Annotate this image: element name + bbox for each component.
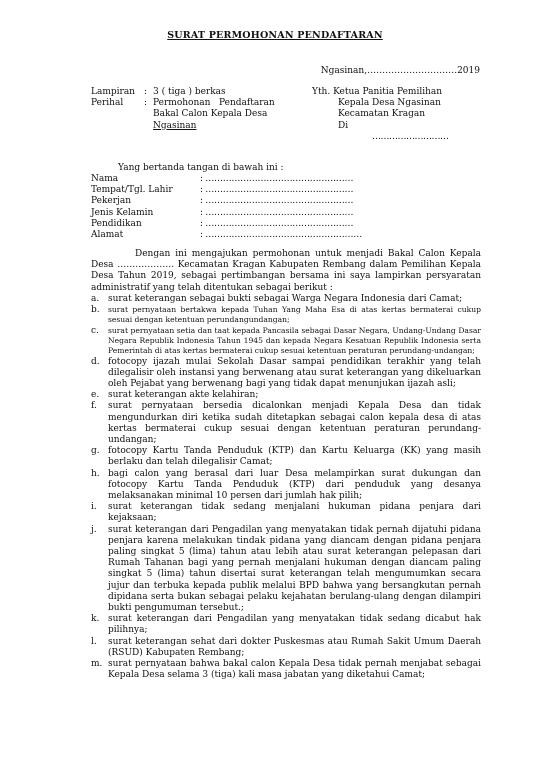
list-marker: h. xyxy=(91,468,100,479)
list-item xyxy=(91,502,481,524)
attachment-value: 3 ( tiga ) berkas xyxy=(153,87,226,97)
list-item xyxy=(91,525,481,615)
subject-line-2: Bakal Calon Kepala Desa xyxy=(153,109,268,120)
recipient-line-4: Di xyxy=(338,120,349,131)
field-label: Nama xyxy=(91,174,119,184)
list-item xyxy=(91,294,481,305)
field-value: : ……………………………………………… xyxy=(200,230,362,241)
list-text: surat keterangan tidak sedang menjalani hukuman pidana penjara dari kejaksaan; xyxy=(108,502,481,524)
field-row xyxy=(91,196,391,207)
subject-line-1: Permohonan Pendaftaran xyxy=(153,98,275,109)
field-row xyxy=(91,219,391,230)
list-item xyxy=(91,401,481,446)
list-text: surat keterangan sehat dari dokter Puskesmas atau Rumah Sakit Umum Daerah (RSUD) Kabupaten Rembang; xyxy=(108,636,481,658)
list-text: surat pernyataan setia dan taat kepada Pancasila sebagai Dasar Negara, Undang-Undang Dasar Negara Republik Indonesia Tahun 1945 dan kepada Negara Kesatuan Republik Indonesia serta Pemerintah di atas kertas bermaterai cukup sesuai ketentuan peraturan perundang-undangan; xyxy=(108,325,481,356)
subject-row xyxy=(91,98,301,132)
field-value: : …………………………………………… xyxy=(200,185,354,196)
attachment-sep: : xyxy=(144,87,148,97)
list-marker: j. xyxy=(91,524,97,535)
attachment-row xyxy=(91,87,301,98)
list-item xyxy=(91,390,481,401)
list-text: surat pernyataan bersedia dicalonkan menjadi Kepala Desa dan tidak mengundurkan diri ketika sudah ditetapkan sebagai calon kepala desa di atas kertas bermaterai cukup sesuai dengan ketentuan peraturan perundang-undangan; xyxy=(108,401,481,445)
list-marker: g. xyxy=(91,446,100,457)
list-text: surat keterangan dari Pengadilan yang menyatakan tidak sedang dicabut hak pilihnya; xyxy=(108,614,481,636)
list-marker: b. xyxy=(91,305,100,316)
list-marker: c. xyxy=(91,325,99,336)
subject-label: Perihal xyxy=(91,98,124,109)
list-text: surat keterangan dari Pengadilan yang menyatakan tidak pernah dijatuhi pidana penjara karena melakukan tindak pidana yang diancam dengan pidana penjara paling singkat 5 (lima) tahun atau lebih atau surat keterangan pelepasan dari Rumah Tahanan bagi yang pernah menjalani hukuman dengan diancam paling singkat 5 (lima) tahun disertai surat keterangan telah mengumumkan secara jujur dan terbuka kepada publik melalui BPD bahwa yang bersangkutan pernah dipidana serta bukan sebagai pelaku kejahatan berulang-ulang dengan dilampiri bukti pengumuman tersebut.; xyxy=(108,524,481,613)
list-text: bagi calon yang berasal dari luar Desa melampirkan surat dukungan dan fotocopy Kartu Tanda Penduduk (KTP) dari penduduk yang desanya melaksanakan minimal 10 persen dari jumlah hak pilih; xyxy=(108,468,481,501)
applicant-fields xyxy=(91,174,391,241)
requirements-list xyxy=(91,294,481,682)
list-item xyxy=(91,326,481,357)
list-item xyxy=(91,659,481,681)
subject-value xyxy=(153,98,301,132)
field-label: Pendidikan xyxy=(91,218,142,229)
list-text: surat keterangan akte kelahiran; xyxy=(108,390,259,401)
list-marker: d. xyxy=(91,356,100,367)
recipient-block xyxy=(312,87,480,143)
field-label: Jenis Kelamin xyxy=(91,207,154,218)
attachment-label: Lampiran xyxy=(91,87,135,97)
list-item xyxy=(91,446,481,468)
list-item xyxy=(91,357,481,391)
list-marker: i. xyxy=(91,502,97,513)
body-paragraph: Dengan ini mengajukan permohonan untuk menjadi Bakal Calon Kepala Desa ………………. Kecamatan Kragan Kabupaten Rembang dalam Pemilihan Kepala Desa Tahun 2019, sebagai pertimbangan bersama ini saya lampirkan persyaratan administratif yang telah ditentukan sebagai berikut : xyxy=(91,249,481,293)
field-row xyxy=(91,174,391,185)
list-text: surat pernyataan bertakwa kepada Tuhan Yang Maha Esa di atas kertas bermaterai cukup sesuai dengan ketentuan perundangundangan; xyxy=(108,305,481,325)
list-text: fotocopy ijazah mulai Sekolah Dasar sampai pendidikan terakhir yang telah dilegalisir oleh instansi yang berwenang atau surat keterangan yang dikeluarkan oleh Pejabat yang berwenang bagi yang tidak dapat menunjukan ijazah asli; xyxy=(108,356,481,389)
list-item xyxy=(91,305,481,326)
list-item xyxy=(91,469,481,503)
field-row xyxy=(91,185,391,196)
subject-line-3: Ngasinan xyxy=(153,120,197,131)
place-date: Ngasinan,…………………………2019 xyxy=(320,66,480,76)
field-label: Alamat xyxy=(91,230,124,241)
field-value: : …………………………………………… xyxy=(200,218,354,229)
field-label: Pekerjan xyxy=(91,196,132,207)
list-item xyxy=(91,637,481,659)
list-marker: e. xyxy=(91,390,100,401)
field-value: : …………………………………………… xyxy=(200,207,354,218)
recipient-line-3: Kecamatan Kragan xyxy=(338,109,426,120)
recipient-line-2: Kepala Desa Ngasinan xyxy=(338,98,441,109)
field-value: : …………………………………………… xyxy=(200,174,354,184)
list-marker: k. xyxy=(91,614,100,625)
intro-text: Yang bertanda tangan di bawah ini : xyxy=(118,163,284,173)
letter-title: SURAT PERMOHONAN PENDAFTARAN xyxy=(167,30,383,41)
letter-body xyxy=(91,249,481,681)
list-text: surat keterangan sebagai bukti sebagai Warga Negara Indonesia dari Camat; xyxy=(108,293,463,304)
letter-meta xyxy=(91,87,301,132)
list-text: surat pernyataan bahwa bakal calon Kepala Desa tidak pernah menjabat sebagai Kepala Desa selama 3 (tiga) kali masa jabatan yang diketahui Camat; xyxy=(108,658,481,681)
field-value: : …………………………………………… xyxy=(200,196,354,207)
list-text: fotocopy Kartu Tanda Penduduk (KTP) dan Kartu Keluarga (KK) yang masih berlaku dan telah dilegalisir Camat; xyxy=(108,446,481,468)
list-marker: m. xyxy=(91,658,103,669)
field-row xyxy=(91,208,391,219)
list-marker: f. xyxy=(91,401,97,412)
field-row xyxy=(91,230,391,241)
recipient-line-5: ……………………… xyxy=(372,131,449,142)
list-item xyxy=(91,614,481,636)
list-marker: a. xyxy=(91,293,100,304)
list-marker: l. xyxy=(91,636,97,647)
subject-sep: : xyxy=(144,98,148,109)
field-label: Tempat/Tgl. Lahir xyxy=(91,185,173,196)
recipient-line-1: Yth. Ketua Panitia Pemilihan xyxy=(312,87,443,97)
